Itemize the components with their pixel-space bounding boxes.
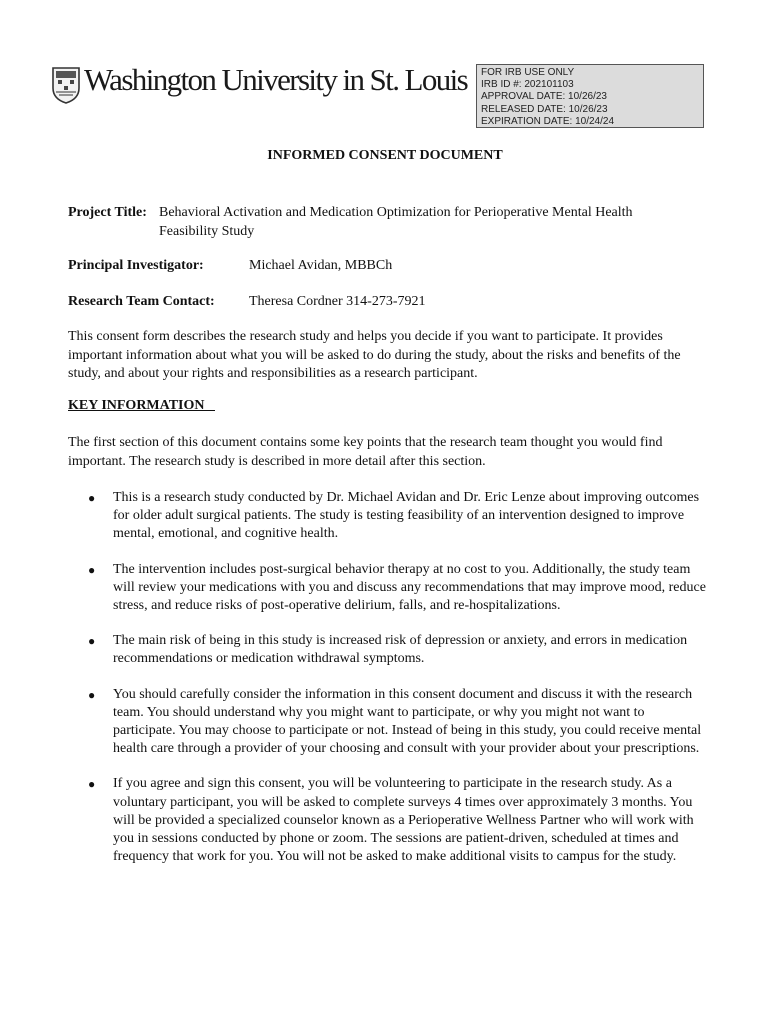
irb-line-expiration: EXPIRATION DATE: 10/24/24 bbox=[481, 115, 615, 127]
irb-line-use-only: FOR IRB USE ONLY bbox=[481, 67, 575, 78]
page-header bbox=[0, 0, 770, 140]
irb-line-id: IRB ID #: 202101103 bbox=[481, 79, 574, 91]
contact-label: Research Team Contact: bbox=[68, 294, 215, 309]
university-logo-text: Washington University in St. Louis bbox=[84, 62, 468, 97]
list-item: ● The main risk of being in this study is increased risk of depression or anxiety, and errors in medication recommendations or medication withdrawal symptoms. bbox=[88, 633, 688, 667]
document-title: INFORMED CONSENT DOCUMENT bbox=[267, 148, 503, 163]
irb-line-released: RELEASED DATE: 10/26/23 bbox=[481, 103, 608, 115]
bullet-icon: ● bbox=[88, 687, 96, 702]
key-points-list bbox=[68, 489, 708, 883]
intro-paragraph: This consent form describes the research study and helps you decide if you want to participate. It provides important information about what you will be asked to do during the study, about the risks and benefits of the study, and about your rights and responsibilities as a research participant. bbox=[68, 329, 681, 381]
bullet-icon: ● bbox=[88, 777, 96, 792]
bullet-icon: ● bbox=[88, 634, 96, 649]
pi-label: Principal Investigator: bbox=[68, 258, 204, 273]
key-information-heading: KEY INFORMATION bbox=[68, 398, 205, 413]
project-title-value: Behavioral Activation and Medication Optimization for Perioperative Mental Health Feasibility Study bbox=[159, 205, 633, 239]
key-info-intro: The first section of this document contains some key points that the research team thought you would find important. The research study is described in more detail after this section. bbox=[68, 435, 663, 469]
irb-line-approval: APPROVAL DATE: 10/26/23 bbox=[481, 91, 607, 103]
project-title-label: Project Title: bbox=[68, 205, 147, 220]
irb-stamp-box bbox=[476, 64, 704, 128]
list-item: ● You should carefully consider the information in this consent document and discuss it with the research team. You should understand why you might want to participate, or why you might not want to participate. You may choose to participate or not. Instead of being in this study, you could receive mental health care through a provider of your choosing and consult with your provider about your prescriptions. bbox=[88, 686, 702, 757]
list-item: ● The intervention includes post-surgical behavior therapy at no cost to you. Additionally, the study team will review your medications with you and discuss any recommendations that may improve mood, reduce stress, and reduce risks of post-operative delirium, falls, and re-hospitalizations. bbox=[88, 561, 706, 614]
list-item: ● If you agree and sign this consent, you will be volunteering to participate in the research study. As a voluntary participant, you will be asked to complete surveys 4 times over approximately 3 months. You will be provided a specialized counselor known as a Perioperative Wellness Partner who will work with you in sessions conducted by phone or zoom. The sessions are patient-driven, scheduled at times and frequency that work for you. You will not be asked to make additional visits to campus for the study. bbox=[88, 776, 694, 865]
pi-value: Michael Avidan, MBBCh bbox=[249, 258, 393, 273]
university-seal-icon bbox=[51, 66, 81, 104]
bullet-icon: ● bbox=[88, 562, 96, 577]
contact-value: Theresa Cordner 314-273-7921 bbox=[249, 294, 426, 309]
list-item: ● This is a research study conducted by Dr. Michael Avidan and Dr. Eric Lenze about improving outcomes for older adult surgical patients. The study is testing feasibility of an intervention designed to improve mental, emotional, and cognitive health. bbox=[88, 490, 700, 542]
bullet-icon: ● bbox=[88, 491, 96, 505]
